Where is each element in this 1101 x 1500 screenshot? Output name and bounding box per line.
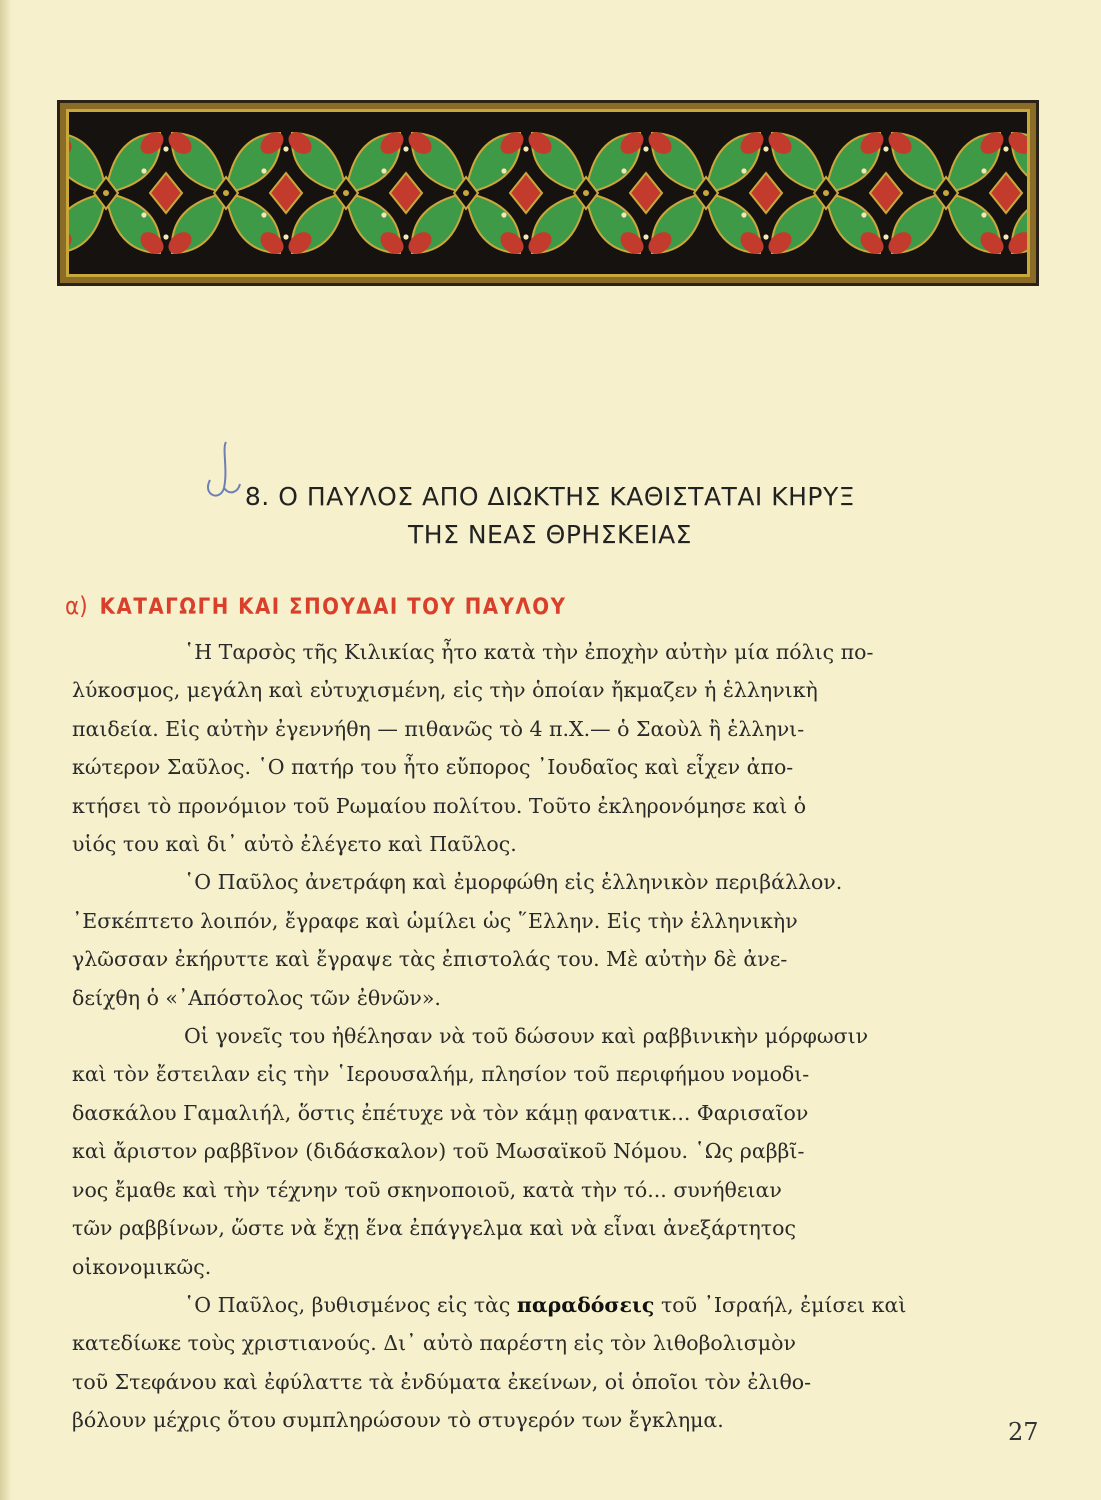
- text-line: τῶν ραββίνων, ὥστε νὰ ἔχῃ ἕνα ἐπάγγελμα καὶ νὰ εἶναι ἀνεξάρτητος: [72, 1216, 796, 1241]
- text-line: κτήσει τὸ προνόμιον τοῦ Ρωμαίου πολίτου. Τοῦτο ἐκληρονόμησε καὶ ὁ: [72, 793, 807, 818]
- page-edge: [0, 0, 12, 1500]
- text-line: καὶ ἄριστον ραββῖνον (διδάσκαλον) τοῦ Μωσαϊκοῦ Νόμου. ῾Ως ραββῖ-: [72, 1139, 805, 1164]
- body-text: [72, 633, 1036, 1440]
- text-line: παιδεία. Εἰς αὐτὴν ἐγεννήθη — πιθανῶς τὸ 4 π.Χ.— ὁ Σαοὺλ ἢ ἑλληνι-: [72, 716, 805, 741]
- text-line: δασκάλου Γαμαλιήλ, ὅστις ἐπέτυχε νὰ τὸν κάμῃ φανατικ... Φαρισαῖον: [72, 1100, 809, 1125]
- chapter-title: [120, 478, 980, 554]
- section-heading: [65, 592, 566, 620]
- paragraph-4: [72, 1286, 1036, 1440]
- chapter-title-line-1: 8. Ο ΠΑΥΛΟΣ ΑΠΟ ΔΙΩΚΤΗΣ ΚΑΘΙΣΤΑΤΑΙ ΚΗΡΥΞ: [244, 482, 856, 511]
- text-line: ῾Η Ταρσὸς τῆς Κιλικίας ἦτο κατὰ τὴν ἐποχὴν αὐτὴν μία πόλις πο-: [184, 640, 874, 664]
- text-line: κώτερον Σαῦλος. ῾Ο πατήρ του ἦτο εὔπορος ᾿Ιουδαῖος καὶ εἶχεν ἀπο-: [72, 755, 794, 780]
- text-line: δείχθη ὁ «᾿Απόστολος τῶν ἐθνῶν».: [72, 985, 441, 1010]
- text-fragment: ῾Ο Παῦλος, βυθισμένος εἰς τὰς: [184, 1292, 511, 1317]
- paragraph-2: [72, 863, 1036, 1017]
- chapter-title-line-2: ΤΗΣ ΝΕΑΣ ΘΡΗΣΚΕΙΑΣ: [408, 520, 692, 549]
- ornamental-banner: [60, 103, 1036, 283]
- text-line: ᾿Εσκέπτετο λοιπόν, ἔγραφε καὶ ὡμίλει ὡς ῞Ελλην. Εἰς τὴν ἑλληνικὴν: [72, 908, 798, 933]
- paragraph-1: [72, 633, 1036, 863]
- section-marker: α): [65, 592, 88, 620]
- text-line: οἰκονομικῶς.: [72, 1254, 212, 1279]
- text-line: κατεδίωκε τοὺς χριστιανούς. Δι᾿ αὐτὸ παρέστη εἰς τὸν λιθοβολισμὸν: [72, 1331, 796, 1356]
- ornamental-frieze-icon: [66, 109, 1030, 277]
- text-line: λύκοσμος, μεγάλη καὶ εὐτυχισμένη, εἰς τὴν ὁποίαν ἤκμαζεν ἡ ἑλληνικὴ: [72, 678, 818, 703]
- paragraph-3: [72, 1017, 1036, 1286]
- text-line: ῾Ο Παῦλος ἀνετράφη καὶ ἐμορφώθη εἰς ἑλληνικὸν περιβάλλον.: [184, 870, 843, 895]
- text-line: καὶ τὸν ἔστειλαν εἰς τὴν ῾Ιερουσαλήμ, πλησίον τοῦ περιφήμου νομοδι-: [72, 1062, 810, 1087]
- page-number: 27: [1008, 1418, 1039, 1446]
- text-line: τοῦ Στεφάνου καὶ ἐφύλαττε τὰ ἐνδύματα ἐκείνων, οἱ ὁποῖοι τὸν ἐλιθο-: [72, 1369, 812, 1394]
- text-line: γλῶσσαν ἐκήρυττε καὶ ἔγραψε τὰς ἐπιστολάς του. Μὲ αὐτὴν δὲ ἀνε-: [72, 947, 788, 972]
- section-heading-text: ΚΑΤΑΓΩΓΗ ΚΑΙ ΣΠΟΥΔΑΙ ΤΟΥ ΠΑΥΛΟΥ: [99, 595, 567, 620]
- text-line: [72, 1286, 1036, 1324]
- text-line: υἱός του καὶ δι᾿ αὐτὸ ἐλέγετο καὶ Παῦλος.: [72, 832, 517, 857]
- text-fragment: τοῦ ᾿Ισραήλ, ἐμίσει καὶ: [660, 1292, 907, 1317]
- emphasized-word: παραδόσεις: [516, 1292, 655, 1317]
- text-line: βόλουν μέχρις ὅτου συμπληρώσουν τὸ στυγερόν των ἔγκλημα.: [72, 1408, 724, 1433]
- text-line: νος ἔμαθε καὶ τὴν τέχνην τοῦ σκηνοποιοῦ, κατὰ τὴν τό... συνήθειαν: [72, 1177, 782, 1202]
- text-line: Οἱ γονεῖς του ἠθέλησαν νὰ τοῦ δώσουν καὶ ραββινικὴν μόρφωσιν: [184, 1024, 869, 1049]
